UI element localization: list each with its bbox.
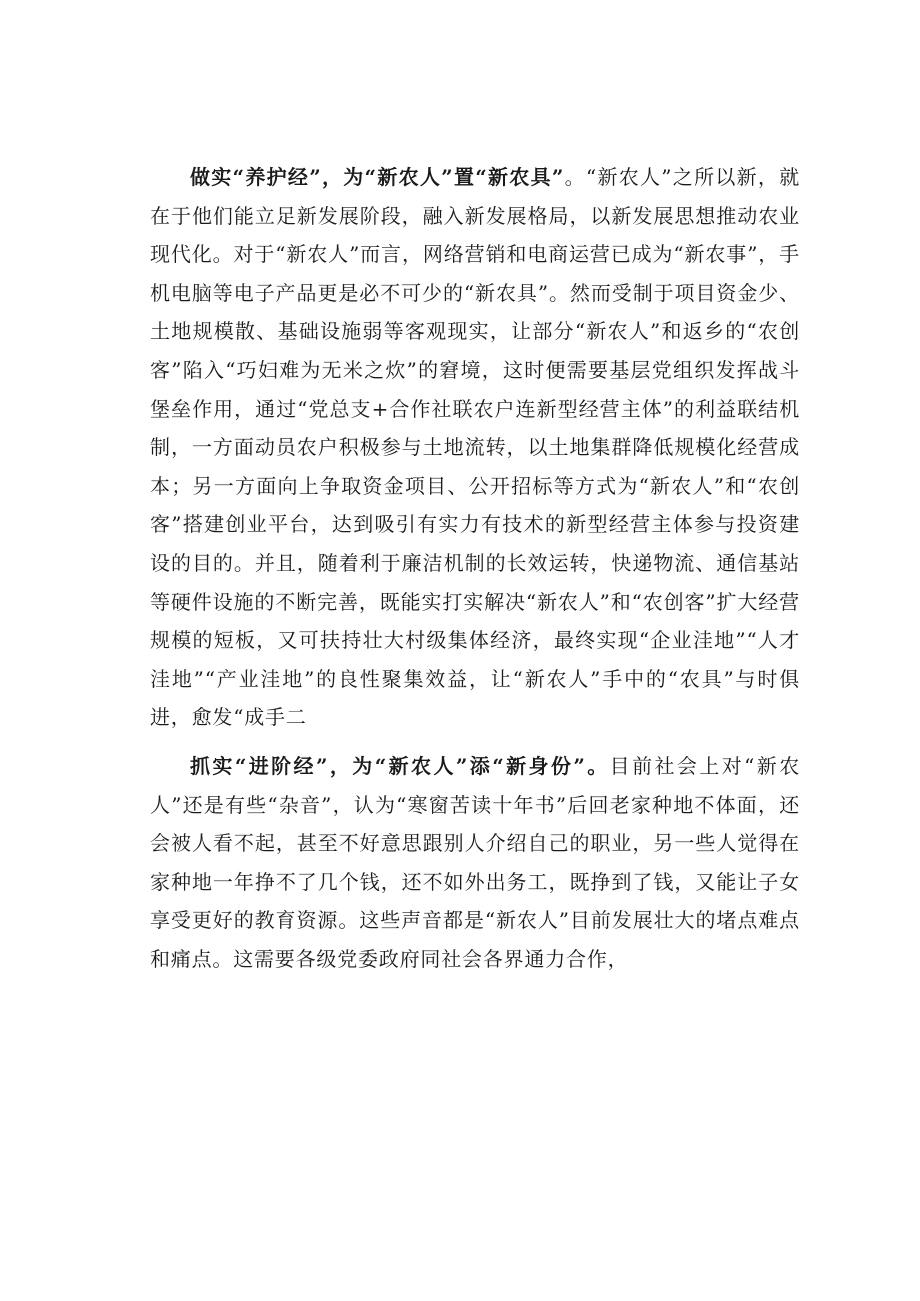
- paragraph-2-text: 目前社会上对“新农人”还是有些“杂音”，认为“寒窗苦读十年书”后回老家种地不体面，还会被人看不起，甚至不好意思跟别人介绍自己的职业，另一些人觉得在家种地一年挣不了几个钱，还不如外出务工，既挣到了钱，又能让子女享受更好的教育资源。这些声音都是“新农人”目前发展壮大的堵点难点和痛点。这需要各级党委政府同社会各界通力合作，: [150, 753, 800, 971]
- paragraph-1-heading: 做实“养护经”，为“新农人”置“新农具”: [190, 165, 565, 189]
- paragraph-1: [150, 158, 800, 737]
- paragraph-2-heading: 抓实“进阶经”，为“新农人”添“新身份”。: [190, 753, 610, 778]
- document-body: [150, 158, 800, 978]
- paragraph-2: [150, 747, 800, 979]
- paragraph-1-text: 。“新农人”之所以新，就在于他们能立足新发展阶段，融入新发展格局，以新发展思想推动农业现代化。对于“新农人”而言，网络营销和电商运营已成为“新农事”，手机电脑等电子产品更是必不可少的“新农具”。然而受制于项目资金少、土地规模散、基础设施弱等客观现实，让部分“新农人”和返乡的“农创客”陷入“巧妇难为无米之炊”的窘境，这时便需要基层党组织发挥战斗堡垒作用，通过“党总支+合作社联农户连新型经营主体”的利益联结机制，一方面动员农户积极参与土地流转，以土地集群降低规模化经营成本；另一方面向上争取资金项目、公开招标等方式为“新农人”和“农创客”搭建创业平台，达到吸引有实力有技术的新型经营主体参与投资建设的目的。并且，随着利于廉洁机制的长效运转，快递物流、通信基站等硬件设施的不断完善，既能实打实解决“新农人”和“农创客”扩大经营规模的短板，又可扶持壮大村级集体经济，最终实现“企业洼地”“人才洼地”“产业洼地”的良性聚集效益，让“新农人”手中的“农具”与时俱进，愈发“成手二: [150, 165, 800, 730]
